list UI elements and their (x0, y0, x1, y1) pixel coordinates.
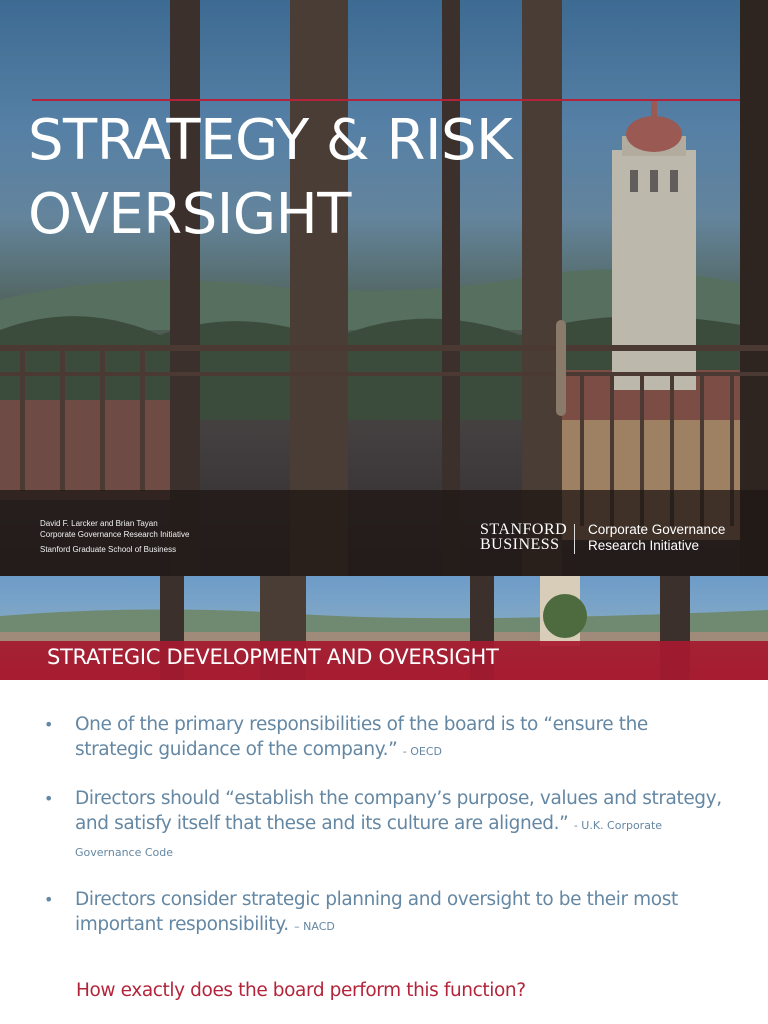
affiliation: Corporate Governance Research Initiative (40, 530, 190, 539)
bullet-source: - OECD (402, 745, 443, 758)
cover-title-line-2: OVERSIGHT (28, 182, 351, 247)
cover-title-line-1: STRATEGY & RISK (28, 108, 513, 173)
closing-question: How exactly does the board perform this function? (76, 980, 526, 1001)
slide-title: STRATEGIC DEVELOPMENT AND OVERSIGHT (47, 645, 499, 669)
bullet-source: – NACD (294, 920, 335, 933)
bullet-item (44, 887, 724, 939)
bullet-icon: • (44, 789, 54, 808)
bullet-item (44, 712, 724, 764)
authors: David F. Larcker and Brian Tayan (40, 519, 158, 528)
cover-title (28, 104, 588, 252)
stanford-business-wordmark: STANFORD BUSINESS (480, 521, 568, 553)
bullet-text: One of the primary responsibilities of the board is to “ensure the strategic guidance of the company.” (75, 714, 648, 760)
byline (40, 518, 189, 555)
initiative-wordmark: Corporate Governance Research Initiative (588, 522, 726, 553)
logo-divider (574, 524, 575, 554)
bullet-text: Directors should “establish the company’s purpose, values and strategy, and satisfy itself that these and its culture are aligned.” (75, 788, 722, 834)
title-rule (32, 99, 740, 101)
bullet-icon: • (44, 715, 54, 734)
bullet-icon: • (44, 890, 54, 909)
bullet-source: - U.K. Corporate Governance Code (75, 819, 663, 859)
school: Stanford Graduate School of Business (40, 545, 177, 554)
bullet-item (44, 786, 724, 865)
bullet-text: Directors consider strategic planning and oversight to be their most important responsibility. (75, 889, 678, 935)
bullet-list (44, 712, 724, 939)
